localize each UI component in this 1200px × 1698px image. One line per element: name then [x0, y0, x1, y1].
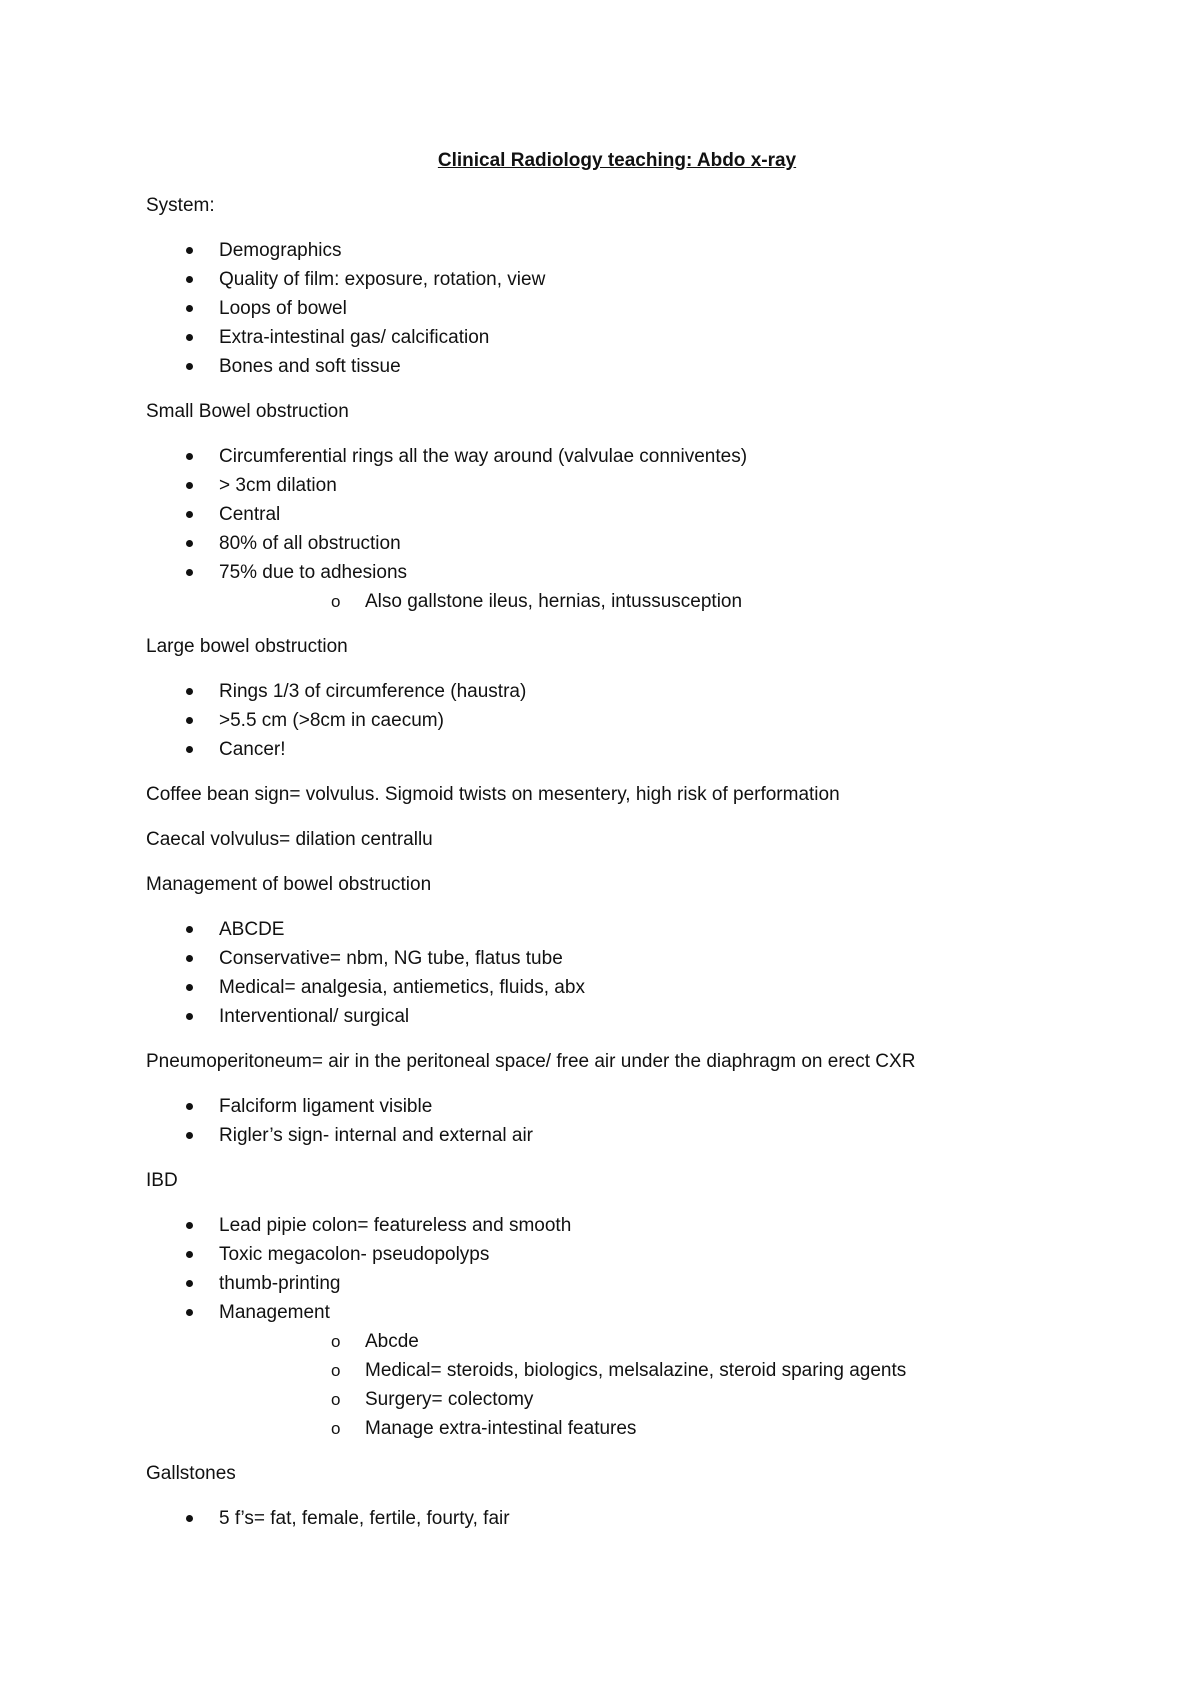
list-item: Lead pipie colon= featureless and smooth — [146, 1211, 1106, 1240]
list-item: thumb-printing — [146, 1269, 1106, 1298]
large-bowel-list — [146, 677, 1106, 764]
list-item: Bones and soft tissue — [146, 352, 1106, 381]
list-item: Medical= analgesia, antiemetics, fluids, abx — [146, 973, 1106, 1002]
list-item: >5.5 cm (>8cm in caecum) — [146, 706, 1106, 735]
section-heading-small-bowel: Small Bowel obstruction — [146, 401, 349, 422]
section-heading-system: System: — [146, 195, 215, 216]
list-item: 5 f’s= fat, female, fertile, fourty, fair — [146, 1504, 1106, 1533]
ibd-list — [146, 1211, 1106, 1443]
small-bowel-list — [146, 442, 1106, 616]
gallstones-list — [146, 1504, 1106, 1533]
sub-list-item: o Also gallstone ileus, hernias, intussusception — [219, 587, 1106, 616]
pneumoperitoneum-list — [146, 1092, 1106, 1150]
system-list — [146, 236, 1106, 381]
paragraph-coffee-bean-sign: Coffee bean sign= volvulus. Sigmoid twists on mesentery, high risk of performation — [146, 784, 840, 805]
list-item: Central — [146, 500, 1106, 529]
list-item: Interventional/ surgical — [146, 1002, 1106, 1031]
section-heading-ibd: IBD — [146, 1170, 178, 1191]
list-item: Rigler’s sign- internal and external air — [146, 1121, 1106, 1150]
sub-list-item: o Manage extra-intestinal features — [219, 1414, 1106, 1443]
list-item: ABCDE — [146, 915, 1106, 944]
document-body — [146, 146, 1106, 1549]
section-heading-management: Management of bowel obstruction — [146, 874, 432, 895]
document-title: Clinical Radiology teaching: Abdo x-ray — [437, 150, 797, 171]
sub-list — [219, 587, 1106, 616]
list-item — [146, 558, 1106, 616]
list-item: > 3cm dilation — [146, 471, 1106, 500]
list-item — [146, 1298, 1106, 1443]
section-heading-gallstones: Gallstones — [146, 1463, 236, 1484]
sub-list-item: o Surgery= colectomy — [219, 1385, 1106, 1414]
section-heading-pneumoperitoneum: Pneumoperitoneum= air in the peritoneal space/ free air under the diaphragm on erect CXR — [146, 1051, 916, 1072]
management-list — [146, 915, 1106, 1031]
section-heading-large-bowel: Large bowel obstruction — [146, 636, 348, 657]
list-item: Circumferential rings all the way around (valvulae conniventes) — [146, 442, 1106, 471]
list-item: Falciform ligament visible — [146, 1092, 1106, 1121]
paragraph-caecal-volvulus: Caecal volvulus= dilation centrallu — [146, 829, 433, 850]
list-item-label: Management — [219, 1302, 330, 1323]
list-item: 80% of all obstruction — [146, 529, 1106, 558]
list-item: Loops of bowel — [146, 294, 1106, 323]
sub-list-item: o Medical= steroids, biologics, melsalazine, steroid sparing agents — [219, 1356, 1106, 1385]
sub-list — [219, 1327, 1106, 1443]
list-item: Conservative= nbm, NG tube, flatus tube — [146, 944, 1106, 973]
list-item: Demographics — [146, 236, 1106, 265]
list-item: Quality of film: exposure, rotation, view — [146, 265, 1106, 294]
sub-list-item: o Abcde — [219, 1327, 1106, 1356]
list-item: Cancer! — [146, 735, 1106, 764]
list-item: Extra-intestinal gas/ calcification — [146, 323, 1106, 352]
list-item-label: 75% due to adhesions — [219, 562, 408, 583]
list-item: Toxic megacolon- pseudopolyps — [146, 1240, 1106, 1269]
list-item: Rings 1/3 of circumference (haustra) — [146, 677, 1106, 706]
